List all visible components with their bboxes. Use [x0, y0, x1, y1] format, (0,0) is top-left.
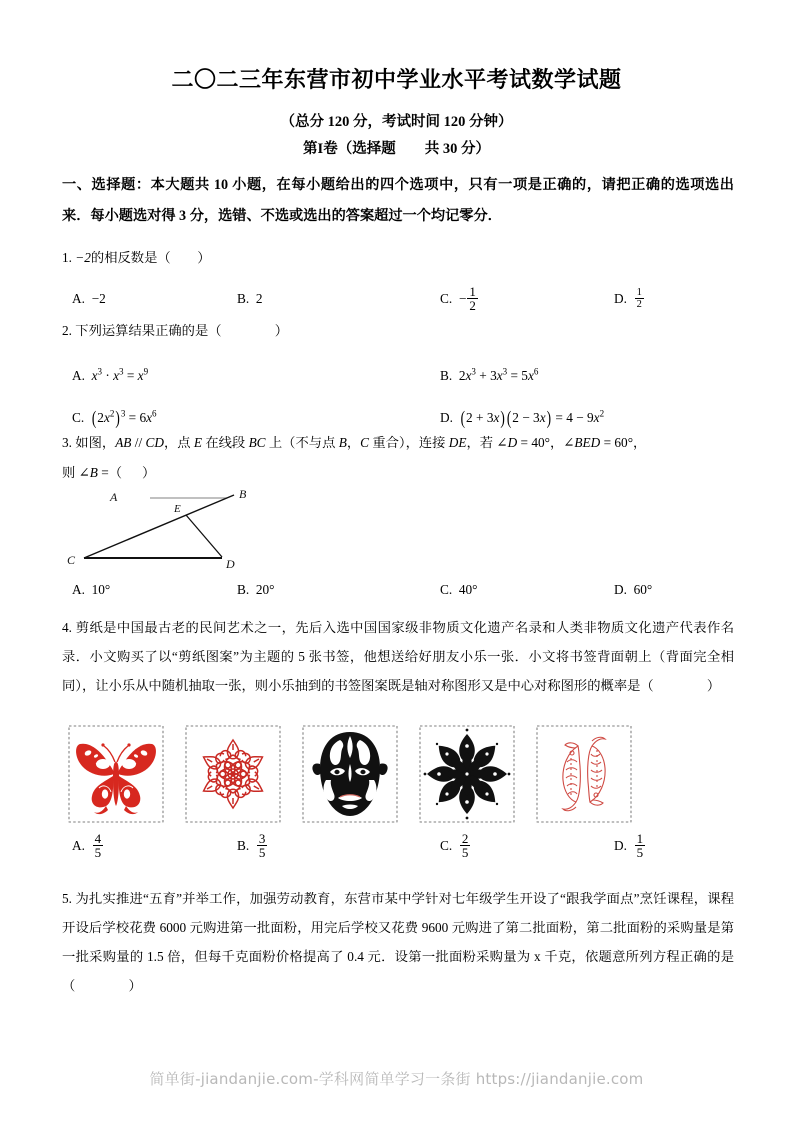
- question-1-option-d[interactable]: [614, 281, 645, 317]
- segment-ED: [186, 515, 222, 557]
- question-2-option-b[interactable]: [440, 358, 538, 394]
- option-a-value: −2: [91, 291, 106, 306]
- question-4-options: [62, 828, 734, 864]
- option-d-label: D.: [614, 582, 627, 597]
- papercut-stamp-row: [66, 722, 666, 828]
- footer-watermark: 简单街-jiandanjie.com-学科网简单学习一条街 https://jiandanjie.com: [149, 1070, 644, 1088]
- label-B: B: [239, 487, 247, 501]
- option-d-value: $\frac{1}{2}$: [636, 287, 642, 311]
- question-2-stem: 2. 下列运算结果正确的是（ ）: [62, 323, 289, 338]
- question-3-stem-line-2: 则 ∠B =（ ）: [62, 465, 156, 480]
- question-3-option-b[interactable]: [237, 572, 274, 608]
- label-C: C: [67, 553, 76, 567]
- question-4-option-c[interactable]: [440, 828, 471, 864]
- question-4: [62, 613, 734, 700]
- option-d-label: D.: [614, 291, 627, 306]
- exam-section-heading: 第I卷（选择题 共 30 分）: [303, 141, 490, 157]
- segment-CB: [84, 495, 234, 558]
- question-3-stem-line-1: 3. 如图，AB // CD，点 E 在线段 BC 上（不与点 B，C 重合），连接 DE，若 ∠D = 40°，∠BED = 60°，: [62, 435, 647, 450]
- page-title: 二〇二三年东营市初中学业水平考试数学试题: [171, 67, 622, 92]
- question-1-option-c[interactable]: [440, 281, 479, 317]
- label-E: E: [174, 503, 181, 515]
- option-d-label: D.: [440, 410, 453, 425]
- papercut-mandala-stamp: [417, 722, 517, 826]
- stamp-border: [537, 726, 631, 822]
- option-c-value: − $\frac{1}{2}$: [458, 283, 476, 314]
- option-b-label: B.: [237, 838, 250, 853]
- papercut-butterfly-stamp: [66, 722, 166, 826]
- option-c-fraction: $\frac{2}{5}$: [461, 830, 469, 861]
- label-D: D: [226, 557, 235, 571]
- question-4-option-a[interactable]: [72, 828, 104, 864]
- question-3-options: [62, 572, 734, 608]
- question-1-option-b[interactable]: [237, 281, 263, 317]
- section-instructions: 一、选择题：本大题共 10 小题，在每小题给出的四个选项中，只有一项是正确的，请把正确的选项选出来．每小题选对得 3 分，选错、不选或选出的答案超过一个均记零分．: [62, 177, 734, 224]
- option-a-value: 10°: [91, 582, 111, 597]
- snowflake-icon: [195, 740, 271, 808]
- option-d-value: 60°: [633, 582, 653, 597]
- option-d-fraction: $\frac{1}{5}$: [636, 830, 644, 861]
- option-a-label: A.: [72, 368, 85, 383]
- option-a-fraction: $\frac{4}{5}$: [94, 830, 102, 861]
- question-1: [62, 243, 734, 317]
- question-4-option-d[interactable]: [614, 828, 646, 864]
- option-d-label: D.: [614, 838, 627, 853]
- option-a-label: A.: [72, 838, 85, 853]
- question-2: [62, 316, 734, 436]
- question-1-options: [62, 281, 734, 317]
- question-5: [62, 884, 734, 1000]
- option-d-value: (2 + 3x) $(2 - 3x) = 4 - 9x^2$: [460, 406, 605, 429]
- geometry-diagram-svg: [62, 484, 332, 580]
- question-3-options-row: [62, 572, 734, 608]
- papercut-opera-mask-stamp: [300, 722, 400, 826]
- question-1-stem: [62, 243, 734, 273]
- question-3: [62, 428, 734, 488]
- option-a-value: $x^3 \cdot x^3 = x^9$: [91, 366, 149, 383]
- question-1-number: 1.: [62, 250, 76, 265]
- question-1-stem-text: 的相反数是（ ）: [90, 250, 211, 265]
- question-4-options-row: [62, 828, 734, 864]
- option-a-label: A.: [72, 291, 85, 306]
- question-1-stem-math: −2: [75, 250, 91, 265]
- option-b-value: 2: [255, 291, 263, 306]
- option-c-label: C.: [440, 582, 453, 597]
- question-2-option-a[interactable]: [72, 358, 148, 394]
- question-1-option-a[interactable]: [72, 281, 106, 317]
- mandala-icon: [424, 729, 511, 820]
- opera-mask-icon: [312, 732, 387, 816]
- option-c-value: 40°: [458, 582, 478, 597]
- question-2-options-row-1: [62, 358, 734, 394]
- question-4-option-b[interactable]: [237, 828, 268, 864]
- papercut-double-fish-stamp: [534, 722, 634, 826]
- option-b-fraction: $\frac{3}{5}$: [258, 830, 266, 861]
- option-c-value: $(2x^2)^3 = 6x^6$: [91, 406, 157, 429]
- option-c-label: C.: [440, 291, 453, 306]
- question-4-stem: 4. 剪纸是中国最古老的民间艺术之一，先后入选中国国家级非物质文化遗产名录和人类非物质文化遗产代表作名录．小文购买了以“剪纸图案”为主题的 5 张书签，他想送给好朋友小乐一张．小文将书签背面朝上（背面完全相同），让小乐从中随机抽取一张，则小乐抽到的书签图案既是轴对称图形又是中心对称图形的概率是（ ）: [62, 620, 734, 693]
- papercut-snowflake-stamp: [183, 722, 283, 826]
- option-b-label: B.: [440, 368, 453, 383]
- question-5-stem: 5. 为扎实推进“五育”并举工作，加强劳动教育，东营市某中学针对七年级学生开设了“跟我学面点”烹饪课程，课程开设后学校花费 6000 元购进第一批面粉，用完后学校又花费 9600 元购进了第二批面粉，第二批面粉的采购量是第一批采购量的 1.5 倍，但每千克面粉价格提高了 0.4 元．设第一批面粉采购量为 x 千克，依题意所列方程正确的是（ ）: [62, 891, 734, 993]
- question-3-option-d[interactable]: [614, 572, 652, 608]
- exam-score-time-line: （总分 120 分，考试时间 120 分钟）: [280, 114, 513, 130]
- option-b-value: 20°: [255, 582, 275, 597]
- option-c-label: C.: [440, 838, 453, 853]
- question-3-figure: [62, 484, 332, 580]
- option-a-label: A.: [72, 582, 85, 597]
- question-3-option-a[interactable]: [72, 572, 110, 608]
- double-fish-icon: [563, 737, 605, 810]
- option-b-value: $2x^3 + 3x^3 = 5x^6$: [458, 366, 539, 383]
- option-c-label: C.: [72, 410, 85, 425]
- question-3-option-c[interactable]: [440, 572, 477, 608]
- label-A: A: [110, 490, 118, 504]
- option-b-label: B.: [237, 582, 250, 597]
- option-b-label: B.: [237, 291, 250, 306]
